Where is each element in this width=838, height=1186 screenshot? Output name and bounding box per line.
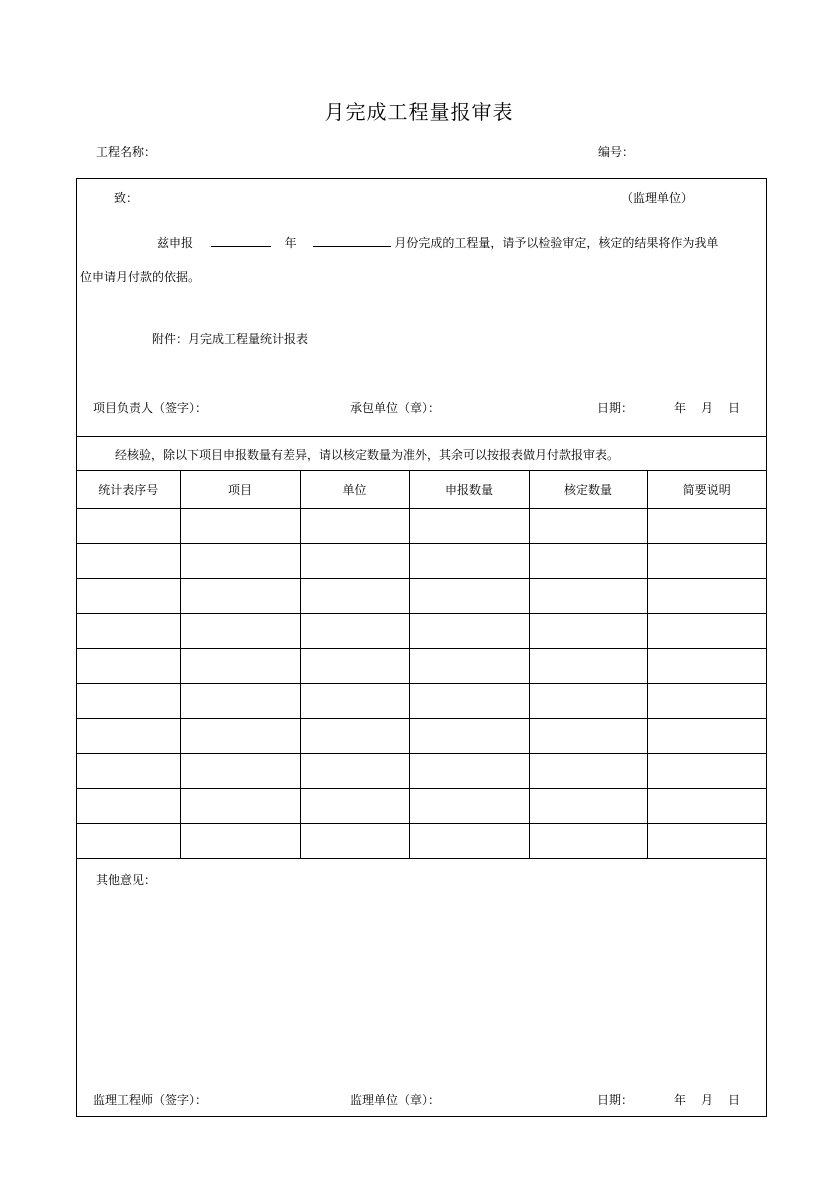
- to-label: 致：: [114, 191, 139, 205]
- table-cell[interactable]: [409, 614, 529, 649]
- col-stat-no: 统计表序号: [77, 471, 180, 509]
- serial-no-label: 编号：: [598, 145, 635, 159]
- table-cell[interactable]: [77, 544, 180, 579]
- form-frame: [76, 178, 767, 1117]
- year-word: 年: [284, 236, 297, 250]
- contractor-seal-label: 承包单位（章）：: [350, 401, 441, 415]
- table-cell[interactable]: [529, 579, 647, 614]
- review-date-year: 年: [674, 1093, 687, 1107]
- review-date-label: 日期：: [597, 1093, 634, 1107]
- table-cell[interactable]: [647, 544, 766, 579]
- table-row: [77, 719, 766, 754]
- engineer-signature-label: 监理工程师（签字）：: [93, 1093, 208, 1107]
- table-cell[interactable]: [180, 544, 300, 579]
- table-cell[interactable]: [300, 754, 409, 789]
- body-prefix: 兹申报: [157, 236, 194, 250]
- year-blank[interactable]: [211, 234, 271, 247]
- table-cell[interactable]: [180, 684, 300, 719]
- table-cell[interactable]: [300, 789, 409, 824]
- table-cell[interactable]: [529, 509, 647, 544]
- col-item: 项目: [180, 471, 300, 509]
- supervisor-unit-hint: （监理单位）: [621, 191, 694, 205]
- application-date-label: 日期：: [597, 401, 634, 415]
- table-row: [77, 824, 766, 859]
- table-cell[interactable]: [300, 824, 409, 859]
- table-cell[interactable]: [77, 649, 180, 684]
- table-cell[interactable]: [647, 649, 766, 684]
- table-cell[interactable]: [529, 754, 647, 789]
- table-cell[interactable]: [409, 789, 529, 824]
- review-date-month: 月: [701, 1093, 714, 1107]
- project-leader-signature-label: 项目负责人（签字）：: [93, 401, 208, 415]
- table-cell[interactable]: [647, 579, 766, 614]
- table-cell[interactable]: [647, 509, 766, 544]
- table-cell[interactable]: [77, 509, 180, 544]
- table-cell[interactable]: [77, 754, 180, 789]
- col-unit: 单位: [300, 471, 409, 509]
- application-date-day: 日: [728, 401, 741, 415]
- table-row: [77, 754, 766, 789]
- table-cell[interactable]: [300, 719, 409, 754]
- table-cell[interactable]: [77, 719, 180, 754]
- table-cell[interactable]: [647, 789, 766, 824]
- table-header-row: [77, 471, 766, 509]
- application-date-month: 月: [701, 401, 714, 415]
- col-brief-note: 简要说明: [647, 471, 766, 509]
- table-cell[interactable]: [409, 544, 529, 579]
- table-cell[interactable]: [647, 719, 766, 754]
- table-cell[interactable]: [77, 824, 180, 859]
- table-cell[interactable]: [300, 684, 409, 719]
- table-cell[interactable]: [409, 649, 529, 684]
- table-cell[interactable]: [409, 824, 529, 859]
- table-row: [77, 789, 766, 824]
- review-statement: 经核验，除以下项目申报数量有差异，请以核定数量为准外，其余可以按报表做月付款报审表。: [115, 448, 620, 462]
- review-date-day: 日: [728, 1093, 741, 1107]
- table-cell[interactable]: [300, 544, 409, 579]
- quantity-table: [77, 471, 766, 859]
- table-cell[interactable]: [529, 544, 647, 579]
- supervisor-seal-label: 监理单位（章）：: [350, 1093, 441, 1107]
- table-cell[interactable]: [180, 649, 300, 684]
- table-cell[interactable]: [529, 649, 647, 684]
- project-name-label: 工程名称：: [96, 145, 157, 159]
- table-cell[interactable]: [529, 614, 647, 649]
- section-divider: [77, 436, 766, 437]
- table-cell[interactable]: [300, 614, 409, 649]
- table-cell[interactable]: [77, 614, 180, 649]
- application-body-line2: 位申请月付款的依据。: [80, 270, 201, 284]
- table-cell[interactable]: [409, 719, 529, 754]
- other-opinion-label: 其他意见：: [96, 873, 157, 887]
- table-row: [77, 684, 766, 719]
- table-cell[interactable]: [180, 824, 300, 859]
- table-cell[interactable]: [529, 719, 647, 754]
- table-row: [77, 649, 766, 684]
- table-cell[interactable]: [409, 509, 529, 544]
- table-row: [77, 509, 766, 544]
- table-cell[interactable]: [529, 789, 647, 824]
- table-row: [77, 579, 766, 614]
- month-blank[interactable]: [313, 234, 391, 247]
- body-suffix: 月份完成的工程量，请予以检验审定，核定的结果将作为我单: [394, 236, 719, 250]
- table-cell[interactable]: [409, 684, 529, 719]
- table-row: [77, 544, 766, 579]
- table-cell[interactable]: [529, 824, 647, 859]
- table-cell[interactable]: [300, 649, 409, 684]
- table-cell[interactable]: [180, 719, 300, 754]
- table-cell[interactable]: [647, 824, 766, 859]
- table-cell[interactable]: [647, 684, 766, 719]
- application-date-year: 年: [674, 401, 687, 415]
- table-cell[interactable]: [529, 684, 647, 719]
- table-cell[interactable]: [180, 754, 300, 789]
- table-cell[interactable]: [77, 684, 180, 719]
- table-cell[interactable]: [180, 789, 300, 824]
- application-body-line1: [157, 234, 718, 251]
- table-cell[interactable]: [77, 789, 180, 824]
- table-cell[interactable]: [180, 614, 300, 649]
- table-cell[interactable]: [647, 754, 766, 789]
- col-approved-qty: 核定数量: [529, 471, 647, 509]
- table-row: [77, 614, 766, 649]
- table-cell[interactable]: [300, 509, 409, 544]
- col-declared-qty: 申报数量: [409, 471, 529, 509]
- table-cell[interactable]: [647, 614, 766, 649]
- table-cell[interactable]: [180, 509, 300, 544]
- table-cell[interactable]: [180, 579, 300, 614]
- attachment-note: 附件：月完成工程量统计报表: [152, 332, 309, 346]
- form-title: 月完成工程量报审表: [324, 100, 514, 124]
- table-cell[interactable]: [409, 754, 529, 789]
- table-cell[interactable]: [300, 579, 409, 614]
- table-cell[interactable]: [77, 579, 180, 614]
- table-cell[interactable]: [409, 579, 529, 614]
